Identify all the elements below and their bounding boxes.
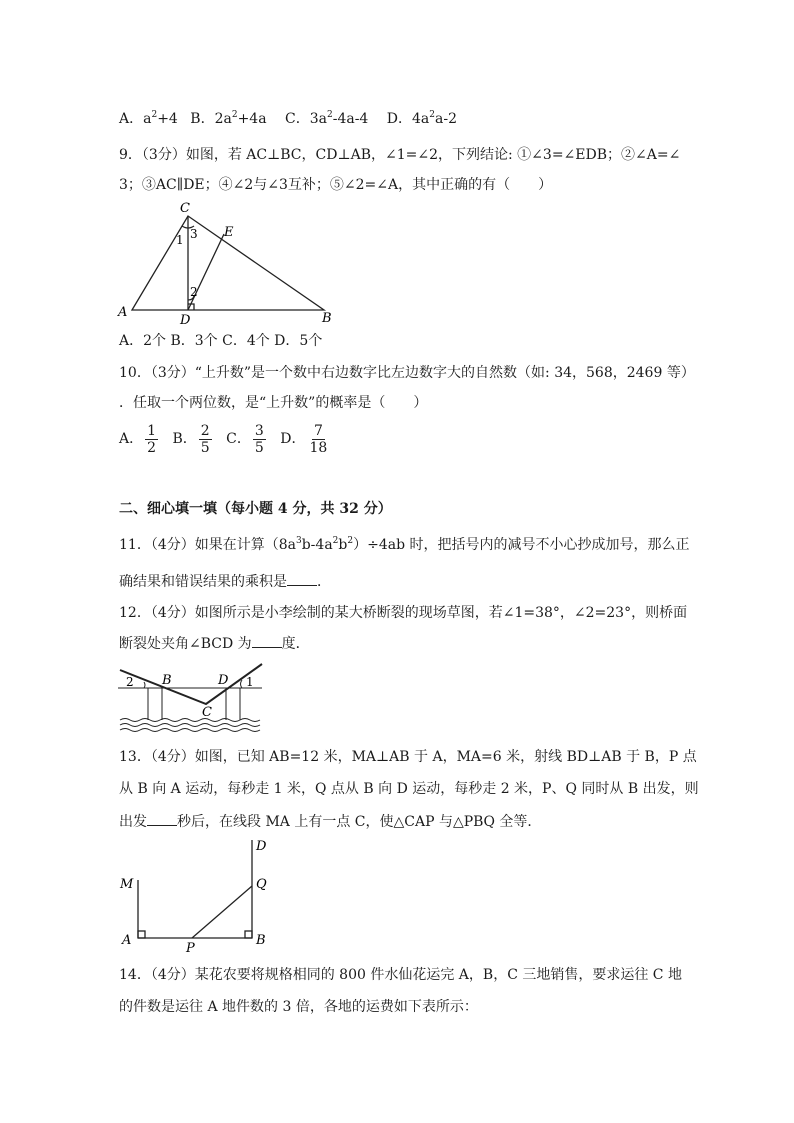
q13-label-a: A [122,933,132,948]
q13-label-p: P [186,941,195,952]
q10-stem-line2: ．任取一个两位数，是“上升数”的概率是（ ） [119,395,428,411]
q9-label-e: E [224,225,234,240]
q13-label-m: M [120,877,134,892]
q10-option-b: B． $\frac{2}{5}$ [172,422,210,456]
q9-label-angle-1: 1 [176,233,184,247]
q12-answer-blank[interactable] [252,634,282,648]
q8-options [119,110,465,128]
q12-angle-arc-2 [144,682,145,688]
section-2-title: 二、细心填一填（每小题 4 分，共 32 分） [119,501,392,517]
q10-option-c: C． $\frac{3}{5}$ [226,422,264,456]
q11-stem-line2: 确结果和错误结果的乘积是 ． [119,574,331,590]
q9-figure [110,196,350,326]
q13-label-d: D [256,839,267,854]
q13-right-angle-a [138,931,145,938]
q9-stem-line2: 3；③AC∥DE；④∠2与∠3互补；⑤∠2=∠A，其中正确的有（ ） [119,177,553,193]
q9-label-c: C [180,201,190,216]
q8-option-b: B．$2a^2+4a$ [190,110,267,127]
q13-label-q: Q [256,877,267,892]
q12-label-d: D [218,673,229,688]
q13-stem-line3: 出发 秒后，在线段 MA 上有一点 C，使△CAP 与△PBQ 全等． [119,814,542,830]
q12-stem-line1: 12．（4分）如图所示是小李绘制的某大桥断裂的现场草图，若∠1=38°，∠2=23°，则桥面 [119,605,688,621]
q12-label-angle-2: 2 [126,675,134,689]
q13-right-angle-b [245,931,252,938]
q9-options: A．2个 B．3个 C．4个 D．5个 [119,333,323,349]
q10-option-d: D． $\frac{7}{18}$ [280,422,328,456]
q11-stem-line1: 11．（4分）如果在计算$(8a^3b-4a^2b^2)\div 4ab$ 时，把括号内的减号不小心抄成加号，那么正 [119,536,690,553]
q12-label-b: B [162,673,172,688]
q10-stem-line1: 10．（3分）“上升数”是一个数中右边数字比左边数字大的自然数（如: 34，568，2469 等） [119,365,695,381]
q12-water-wave [120,719,260,722]
q8-option-c: C．$3a^2-4a-4$ [285,110,369,127]
q9-label-angle-3: 3 [190,227,198,241]
q9-stem-line1: 9．（3分）如图，若 AC⊥BC，CD⊥AB，∠1=∠2，下列结论: ①∠3=∠EDB；②∠A=∠ [119,147,681,163]
q12-bridge-figure [116,660,276,736]
q12-water-wave [120,724,260,727]
q9-label-b: B [322,311,332,326]
q10-option-a: A． $\frac{1}{2}$ [119,422,157,456]
q13-segment-pq [192,886,252,938]
q9-label-angle-2: 2 [190,285,198,299]
q9-label-a: A [118,305,128,320]
q12-angle-arc-1 [241,680,243,688]
q11-answer-blank[interactable] [287,572,317,586]
q8-option-a: A．$a^2+4$ [119,110,178,127]
q12-label-angle-1: 1 [246,675,254,689]
q13-answer-blank[interactable] [147,812,177,826]
q12-label-c: C [202,705,212,720]
q12-stem-line2: 断裂处夹角∠BCD 为 度． [119,636,310,652]
q14-stem-line2: 的件数是运往 A 地件数的 3 倍，各地的运费如下表所示： [119,999,478,1015]
q10-options [119,422,339,456]
q12-water-wave [120,729,260,732]
q8-option-d: D．$4a^2a-2$ [386,110,457,127]
q9-label-d: D [180,313,191,326]
q13-stem-line2: 从 B 向 A 运动，每秒走 1 米，Q 点从 B 向 D 运动，每秒走 2 米，P、Q 同时从 B 出发，则 [119,781,699,797]
q13-figure [116,836,276,952]
q13-stem-line1: 13．（4分）如图，已知 AB=12 米，MA⊥AB 于 A，MA=6 米，射线 BD⊥AB 于 B，P 点 [119,749,697,765]
q13-label-b: B [256,933,266,948]
q14-stem-line1: 14．（4分）某花农要将规格相同的 800 件水仙花运完 A，B，C 三地销售，要求运往 C 地 [119,967,682,983]
